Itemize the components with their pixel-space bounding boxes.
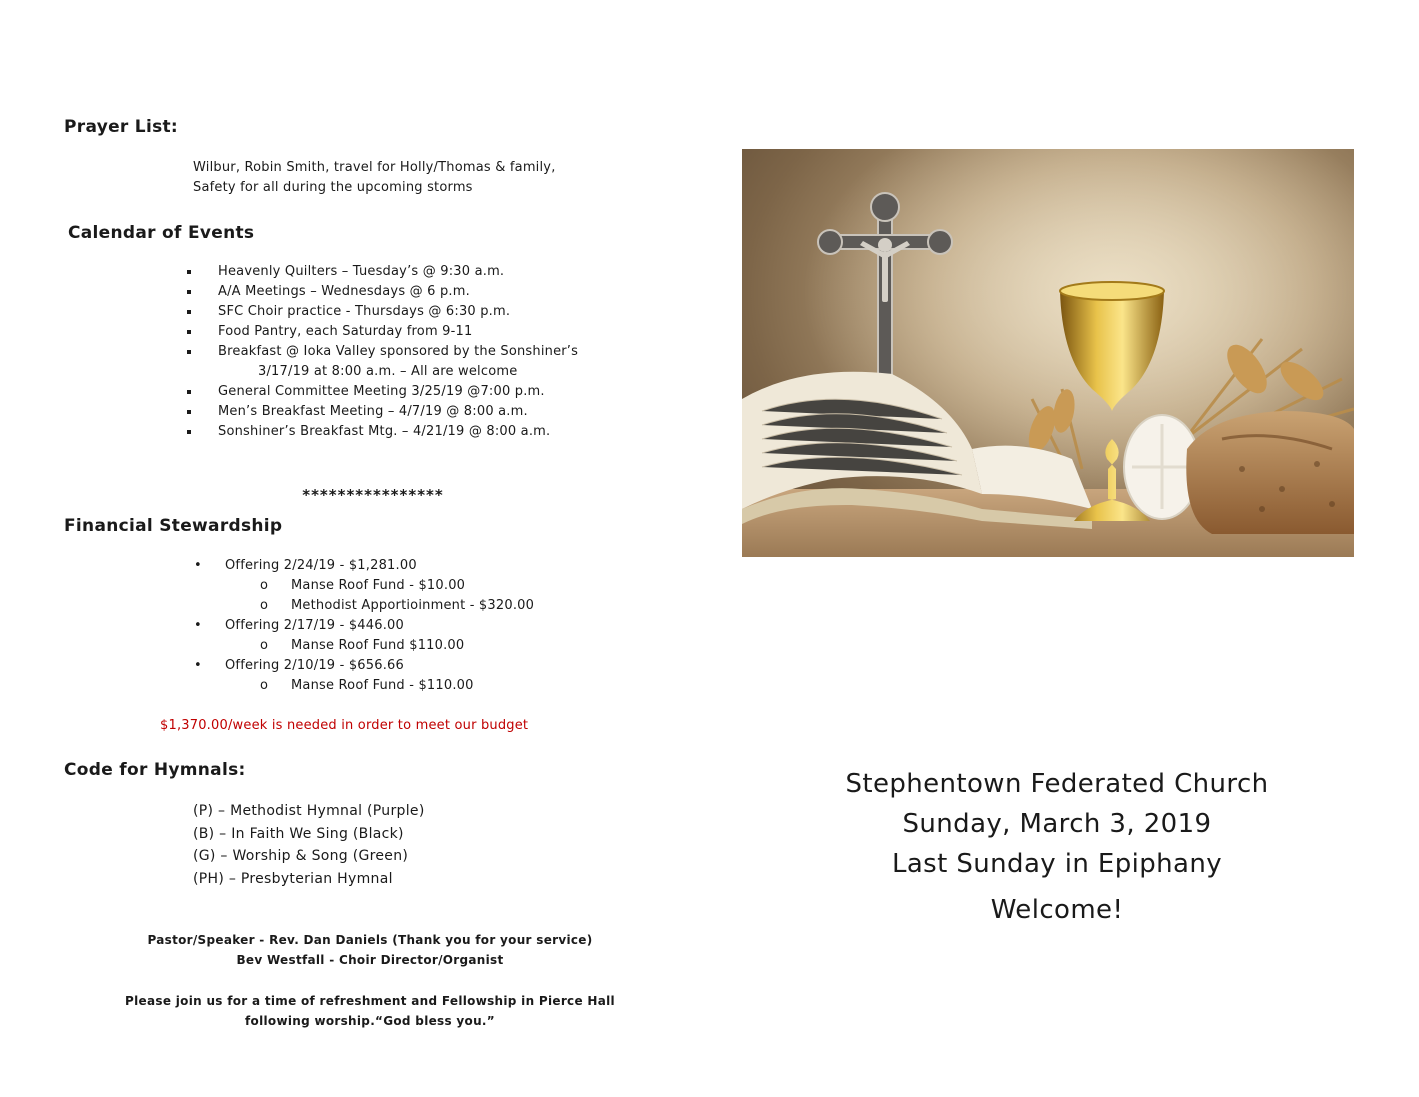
offering-row [65, 556, 534, 576]
section-separator: **************** [302, 486, 444, 504]
fellowship-line: Please join us for a time of refreshment and Fellowship in Pierce Hall [125, 994, 615, 1008]
calendar-item-continuation: 3/17/19 at 8:00 a.m. – All are welcome [258, 364, 518, 379]
hymnal-code: (P) – Methodist Hymnal (Purple) [193, 803, 425, 819]
calendar-item: General Committee Meeting 3/25/19 @7:00 p.m. [218, 382, 578, 402]
calendar-heading: Calendar of Events [68, 223, 255, 243]
offering-text: Offering 2/10/19 - $656.66 [225, 658, 404, 673]
offering-text: Offering 2/17/19 - $446.00 [225, 618, 404, 633]
prayer-list-line: Wilbur, Robin Smith, travel for Holly/Thomas & family, [193, 160, 556, 175]
fellowship-line: following worship.“God bless you.” [245, 1014, 495, 1028]
calendar-item: Breakfast @ Ioka Valley sponsored by the Sonshiner’s [218, 342, 578, 362]
calendar-item: Men’s Breakfast Meeting – 4/7/19 @ 8:00 a.m. [218, 402, 578, 422]
calendar-list [218, 262, 578, 442]
fund-text: Manse Roof Fund - $10.00 [291, 578, 466, 593]
hymnal-code: (B) – In Faith We Sing (Black) [193, 825, 404, 842]
director-line: Bev Westfall - Choir Director/Organist [236, 953, 504, 967]
bullet-icon: • [194, 658, 202, 673]
hymnal-code: (G) – Worship & Song (Green) [193, 848, 409, 864]
fellowship-block [80, 991, 660, 1031]
pastor-line: Pastor/Speaker - Rev. Dan Daniels (Thank you for your service) [147, 933, 593, 947]
fund-row [65, 676, 534, 696]
service-date: Sunday, March 3, 2019 [902, 809, 1212, 839]
hymnal-code: (PH) – Presbyterian Hymnal [193, 870, 393, 887]
prayer-list-heading: Prayer List: [64, 117, 179, 137]
fund-text: Manse Roof Fund - $110.00 [291, 678, 474, 693]
sub-bullet-icon: o [260, 598, 269, 613]
fund-text: Manse Roof Fund $110.00 [291, 638, 465, 653]
calendar-item: Heavenly Quilters – Tuesday’s @ 9:30 a.m. [218, 262, 578, 282]
bullet-icon: • [194, 558, 202, 573]
fund-text: Methodist Apportioinment - $320.00 [291, 598, 535, 613]
service-occasion: Last Sunday in Epiphany [891, 849, 1223, 879]
offering-row [65, 616, 534, 636]
calendar-item: Food Pantry, each Saturday from 9-11 [218, 322, 578, 342]
communion-chalice-icon [742, 149, 1354, 557]
financial-heading: Financial Stewardship [64, 516, 283, 536]
sub-bullet-icon: o [260, 638, 269, 653]
financial-list [65, 556, 534, 696]
welcome-text: Welcome! [990, 895, 1124, 925]
offering-text: Offering 2/24/19 - $1,281.00 [225, 558, 417, 573]
church-name: Stephentown Federated Church [845, 769, 1269, 799]
hymnals-heading: Code for Hymnals: [64, 760, 246, 780]
calendar-item: Sonshiner’s Breakfast Mtg. – 4/21/19 @ 8:00 a.m. [218, 422, 578, 442]
hymnal-codes [193, 800, 425, 890]
offering-row [65, 656, 534, 676]
fund-row [65, 636, 534, 656]
prayer-list-line: Safety for all during the upcoming storms [193, 180, 473, 195]
fund-row [65, 576, 534, 596]
fund-row [65, 596, 534, 616]
sub-bullet-icon: o [260, 578, 269, 593]
sub-bullet-icon: o [260, 678, 269, 693]
cover-title-block [742, 764, 1372, 930]
calendar-item: SFC Choir practice - Thursdays @ 6:30 p.m. [218, 302, 578, 322]
staff-block [80, 930, 660, 970]
budget-note: $1,370.00/week is needed in order to meet our budget [160, 718, 529, 733]
communion-photo [742, 149, 1354, 557]
bullet-icon: • [194, 618, 202, 633]
calendar-item: A/A Meetings – Wednesdays @ 6 p.m. [218, 282, 578, 302]
